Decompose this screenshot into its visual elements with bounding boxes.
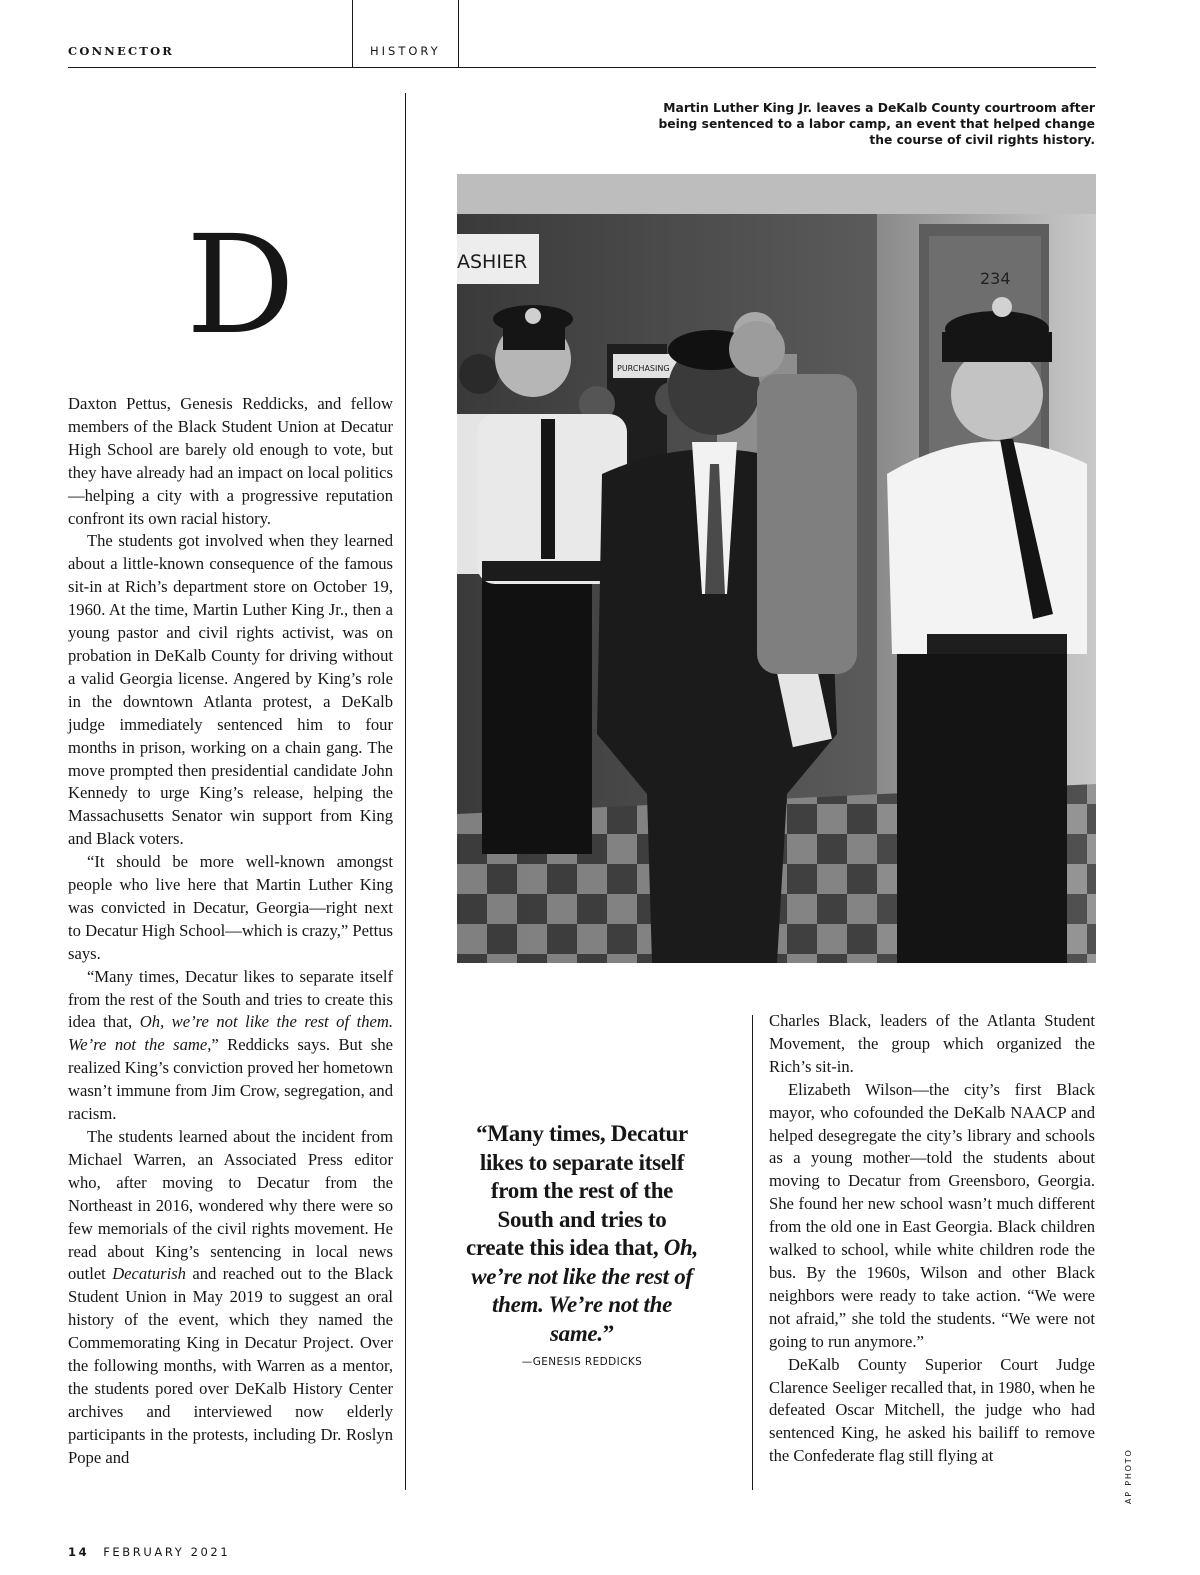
paragraph: Charles Black, leaders of the Atlanta Student Movement, the group which organized the Rich’s sit-in. [769, 1011, 1095, 1076]
subsection-label: HISTORY [370, 44, 441, 58]
purchasing-sign-text: PURCHASING [617, 364, 670, 373]
pull-quote-attribution: —GENESIS REDDICKS [521, 1356, 643, 1368]
column-rule [405, 93, 406, 1490]
article-column-1 [68, 393, 393, 1470]
paragraph: The students got involved when they learned about a little-known consequence of the famous sit-in at Rich’s department store on October 19, 1960. At the time, Martin Luther King Jr., then a young pastor and civil rights activist, was on probation in DeKalb County for driving without a valid Georgia license. Angered by King’s role in the downtown Atlanta protest, a DeKalb judge immediately sentenced him to four months in prison, working on a chain gang. The move prompted then presidential candidate John Kennedy to urge King’s release, helping the Massachusetts Senator win support from King and Black voters. [68, 531, 393, 849]
photo [457, 174, 1096, 963]
photo-credit: AP PHOTO [1124, 1448, 1133, 1504]
page-number: 14 [68, 1545, 90, 1559]
cashier-sign-text: ASHIER [457, 251, 528, 273]
italic-phrase: Oh, we’re not like the rest of them. We’re not the same, [68, 1012, 393, 1055]
courtroom-photo [457, 174, 1096, 963]
pull-quote: “Many times, Decatur likes to separate itself from the rest of the South and tries to create this idea that, Oh, we’re not like the rest of them. We’re not the same.” [466, 1121, 698, 1346]
drop-cap: D [186, 207, 296, 365]
column-rule [752, 1015, 753, 1490]
door-number: 234 [980, 269, 1011, 288]
section-label: CONNECTOR [68, 44, 175, 58]
header-rule [68, 67, 1096, 68]
header-divider [352, 0, 353, 68]
publication-name: Decaturish [112, 1264, 186, 1284]
page-footer [68, 1545, 230, 1559]
header-divider [458, 0, 459, 68]
paragraph: DeKalb County Superior Court Judge Clarence Seeliger recalled that, in 1980, when he defeated Oscar Mitchell, the judge who had sentenced King, he asked his bailiff to remove the Confederate flag still flying at [769, 1354, 1095, 1466]
paragraph: “It should be more well-known amongst people who live here that Martin Luther King was convicted in Decatur, Georgia—right next to Decatur High School—which is crazy,” Pettus says. [68, 852, 393, 963]
paragraph: Daxton Pettus, Genesis Reddicks, and fellow members of the Black Student Union at Decatur High School are barely old enough to vote, but they have already had an impact on local politics—helping a city with a progressive reputation confront its own racial history. [68, 394, 393, 528]
paragraph: The students learned about the incident from Michael Warren, an Associated Press editor who, after moving to Decatur from the Northeast in 2016, wondered why there were so few memorials of the civil rights movement. He read about King’s sentencing in local news outlet Decaturish and reached out to the Black Student Union in May 2019 to suggest an oral history of the event, which they named the Commemorating King in Decatur Project. Over the following months, with Warren as a mentor, the students pored over DeKalb History Center archives and interviewed now elderly participants in the protests, including Dr. Roslyn Pope and [68, 1127, 393, 1467]
photo-caption: Martin Luther King Jr. leaves a DeKalb County courtroom after being sentenced to a labor camp, an event that helped change the course of civil rights history. [658, 101, 1095, 147]
article-column-3 [769, 1010, 1095, 1468]
paragraph: “Many times, Decatur likes to separate itself from the rest of the South and tries to create this idea that, Oh, we’re not like the rest of them. We’re not the same,” Reddicks says. But she realized King’s conviction proved her hometown wasn’t immune from Jim Crow, segregation, and racism. [68, 966, 393, 1124]
issue-date: FEBRUARY 2021 [103, 1545, 231, 1559]
paragraph: Elizabeth Wilson—the city’s first Black mayor, who cofounded the DeKalb NAACP and helped desegregate the city’s library and schools as a young mother—told the students about moving to Decatur from Greensboro, Georgia. She found her new school wasn’t much different from the old one in East Georgia. Black children walked to school, while white children rode the bus. By the 1960s, Wilson and other Black neighbors were ready to take action. “We were not afraid,” she told the students. “We were not going to run anymore.” [769, 1079, 1095, 1351]
